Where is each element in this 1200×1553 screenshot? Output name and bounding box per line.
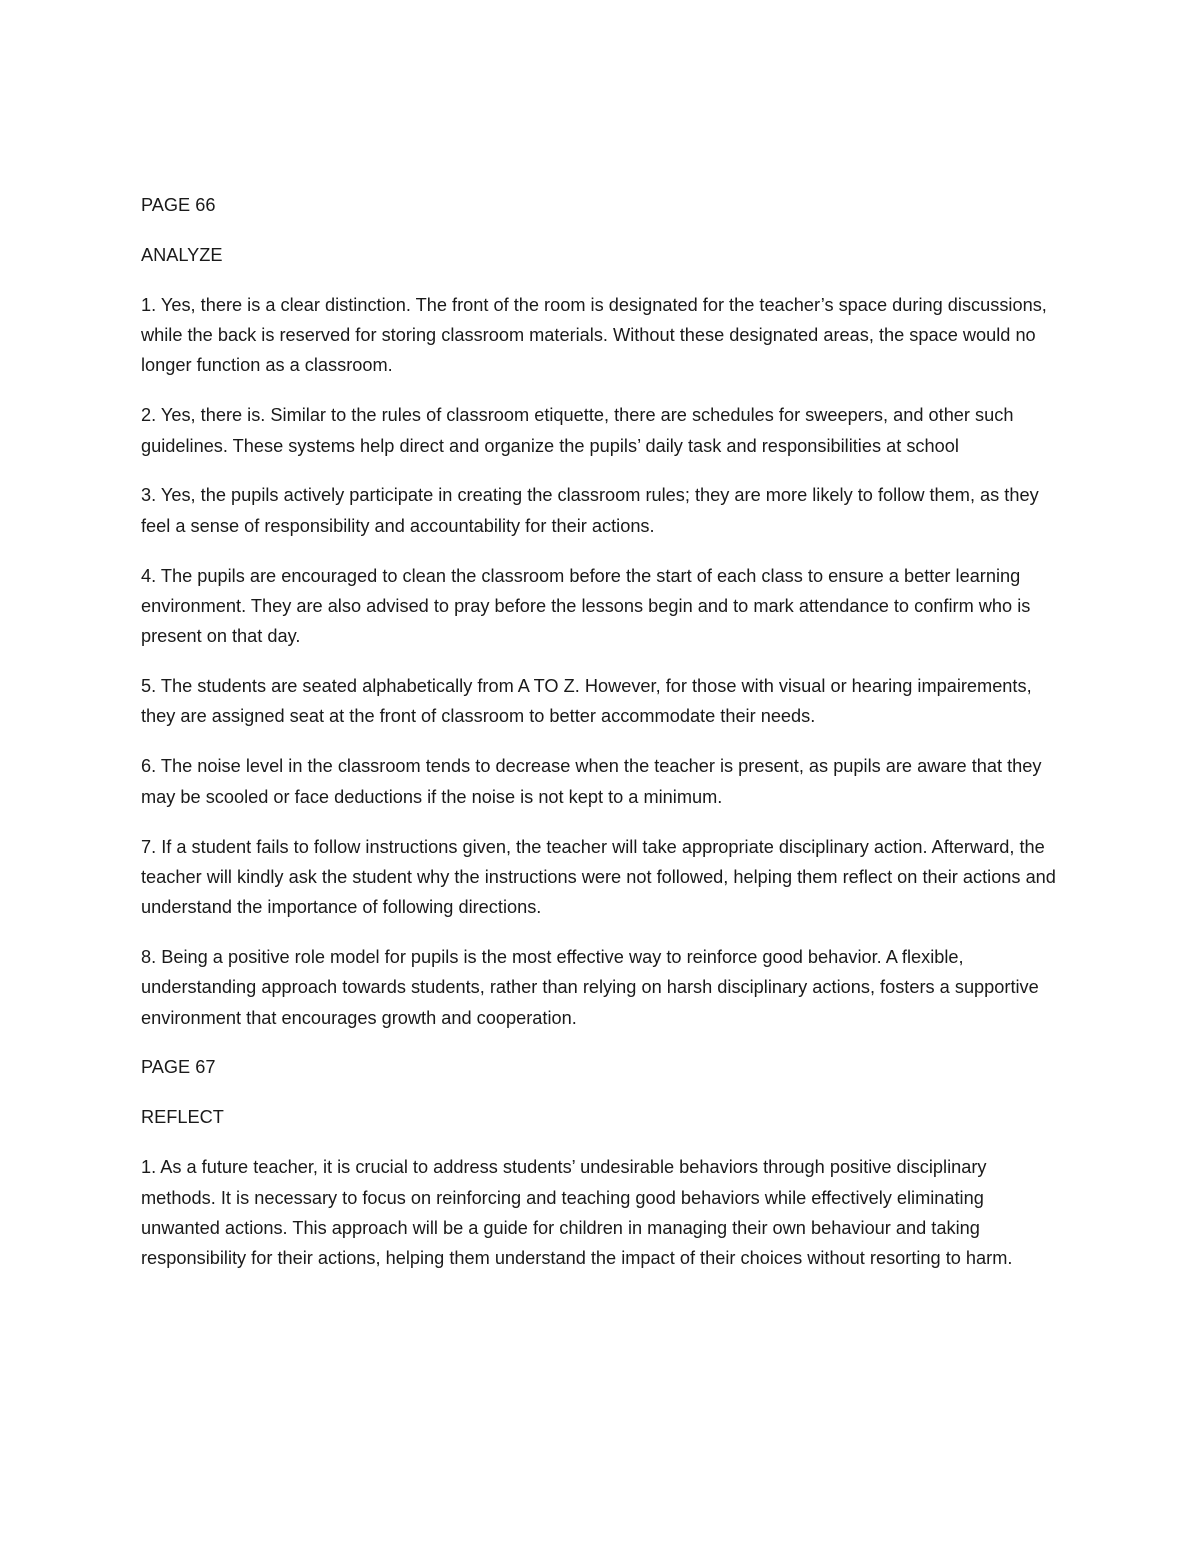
analyze-item-4: 4. The pupils are encouraged to clean the classroom before the start of each class to ensure a better learning environment. They are also advised to pray before the lessons begin and to mark attendance to confirm who is present on that day. bbox=[141, 565, 1031, 647]
document-body bbox=[141, 190, 1066, 1293]
analyze-item-3: 3. Yes, the pupils actively participate in creating the classroom rules; they are more likely to follow them, as they feel a sense of responsibility and accountability for their actions. bbox=[141, 485, 1039, 536]
section-heading-reflect: REFLECT bbox=[141, 1107, 224, 1128]
analyze-item-1: 1. Yes, there is a clear distinction. The front of the room is designated for the teacher’s space during discussions, while the back is reserved for storing classroom materials. Without these designated areas, the space would no longer function as a classroom. bbox=[141, 294, 1047, 376]
analyze-item-7: 7. If a student fails to follow instructions given, the teacher will take appropriate disciplinary action. Afterward, the teacher will kindly ask the student why the instructions were not followed, helping them reflect on their actions and understand the importance of following directions. bbox=[141, 836, 1056, 918]
analyze-item-2: 2. Yes, there is. Similar to the rules of classroom etiquette, there are schedules for sweepers, and other such guidelines. These systems help direct and organize the pupils’ daily task and responsibilities at school bbox=[141, 405, 1014, 456]
analyze-item-8: 8. Being a positive role model for pupils is the most effective way to reinforce good behavior. A flexible, understanding approach towards students, rather than relying on harsh disciplinary actions, fosters a supportive environment that encourages growth and cooperation. bbox=[141, 946, 1039, 1028]
analyze-item-6: 6. The noise level in the classroom tends to decrease when the teacher is present, as pupils are aware that they may be scooled or face deductions if the noise is not kept to a minimum. bbox=[141, 756, 1042, 807]
page-label-66: PAGE 66 bbox=[141, 195, 216, 215]
page-label-67: PAGE 67 bbox=[141, 1057, 216, 1078]
reflect-item-1: 1. As a future teacher, it is crucial to address students’ undesirable behaviors through positive disciplinary methods. It is necessary to focus on reinforcing and teaching good behaviors while effectively eliminating unwanted actions. This approach will be a guide for children in managing their own behaviour and taking responsibility for their actions, helping them understand the impact of their choices without resorting to harm. bbox=[141, 1157, 1013, 1269]
section-heading-analyze: ANALYZE bbox=[141, 244, 223, 265]
analyze-item-5: 5. The students are seated alphabetically from A TO Z. However, for those with visual or hearing impairements, they are assigned seat at the front of classroom to better accommodate their needs. bbox=[141, 676, 1032, 727]
